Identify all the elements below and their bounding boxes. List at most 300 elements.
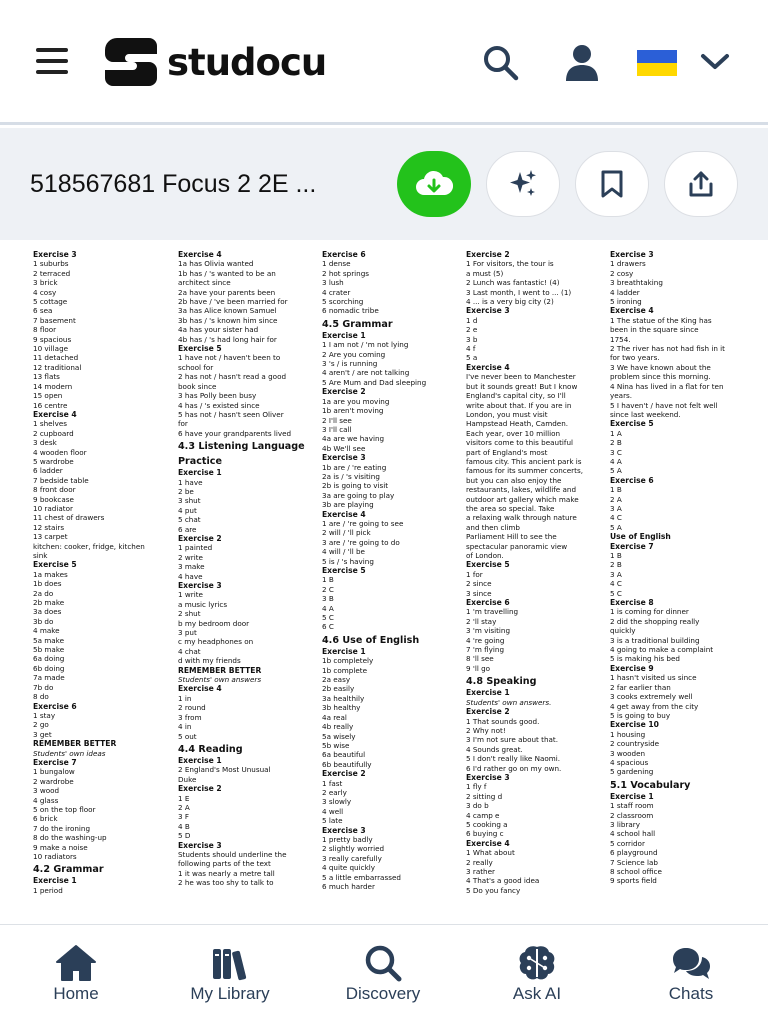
answer-line: 5 late bbox=[322, 816, 343, 826]
answer-line: 1754. bbox=[610, 334, 631, 344]
answer-line: 6 sea bbox=[33, 306, 53, 316]
answer-line: 1 suburbs bbox=[33, 259, 69, 269]
section-heading: 4.3 Listening Language bbox=[178, 441, 305, 453]
answer-line: 4 well bbox=[322, 806, 344, 816]
answer-line: 5 a little embarrassed bbox=[322, 872, 401, 882]
answer-line: 2 England's Most Unusual bbox=[178, 765, 271, 775]
answer-line: 2 he was too shy to talk to bbox=[178, 878, 274, 888]
logo-text: studocu bbox=[167, 40, 327, 84]
answer-line: 3a has Alice known Samuel bbox=[178, 306, 277, 316]
answer-line: 2 round bbox=[178, 703, 206, 713]
answer-line: London, you must visit bbox=[466, 409, 548, 419]
answer-line: a music lyrics bbox=[178, 599, 228, 609]
exercise-heading: Exercise 2 bbox=[322, 769, 366, 779]
answer-line: 1 painted bbox=[178, 543, 213, 553]
answer-line: 5 C bbox=[610, 588, 622, 598]
answer-line: 4b has / 's had long hair for bbox=[178, 334, 277, 344]
exercise-heading: Exercise 1 bbox=[322, 330, 366, 340]
answer-line: England's capital city, so I'll bbox=[466, 391, 566, 401]
answer-line: problem since this morning. bbox=[610, 372, 711, 382]
answer-line: 2 A bbox=[178, 802, 190, 812]
answer-line: 5a wisely bbox=[322, 731, 356, 741]
cloud-download-icon bbox=[415, 169, 453, 199]
answer-line: 1 is coming for dinner bbox=[610, 607, 689, 617]
answer-line: 4 f bbox=[466, 344, 476, 354]
answer-line: 4 wooden floor bbox=[33, 447, 87, 457]
answer-line: 1 B bbox=[322, 575, 334, 585]
studocu-logo[interactable] bbox=[103, 36, 326, 88]
answer-line: 2a easy bbox=[322, 675, 351, 685]
exercise-heading: REMEMBER BETTER bbox=[178, 665, 262, 675]
answer-line: 2 go bbox=[33, 720, 49, 730]
tab-my-library-label: My Library bbox=[190, 984, 270, 1003]
answer-line: 1 hasn't visited us since bbox=[610, 673, 697, 683]
exercise-heading: Exercise 1 bbox=[610, 791, 654, 801]
tab-chats-label: Chats bbox=[668, 984, 714, 1003]
answer-line: 3 wooden bbox=[610, 748, 646, 758]
exercise-heading: Exercise 5 bbox=[322, 566, 366, 575]
answer-line: 4 aren't / are not talking bbox=[322, 368, 410, 378]
answer-line: 6 buying c bbox=[466, 829, 504, 839]
answer-line: quickly bbox=[610, 626, 636, 636]
answer-line: 4 will / 'll be bbox=[322, 547, 365, 557]
answer-line: 5 cooking a bbox=[466, 819, 508, 829]
answer-line: visitors come to this beautiful bbox=[466, 438, 573, 448]
answer-line: 5 is going to buy bbox=[610, 710, 671, 720]
answer-line: 5 gardening bbox=[610, 767, 654, 777]
answer-line: 1b complete bbox=[322, 665, 367, 675]
answer-line: 2 write bbox=[178, 552, 203, 562]
answer-line: 3 I'll call bbox=[322, 424, 352, 434]
answer-line: 4 put bbox=[178, 505, 197, 515]
answer-line: 5 corridor bbox=[610, 838, 645, 848]
answer-line: 2b make bbox=[33, 598, 65, 608]
answer-line: Students should underline the bbox=[178, 849, 287, 859]
answer-line: 1b has / 's wanted to be an bbox=[178, 268, 276, 278]
answer-line: 7 Science lab bbox=[610, 857, 658, 867]
answer-line: 2 early bbox=[322, 787, 347, 797]
exercise-heading: Exercise 4 bbox=[466, 362, 510, 372]
answer-line: but it sounds great! But I know bbox=[466, 381, 578, 391]
answer-line: 4 chat bbox=[178, 646, 201, 656]
answer-line: 3 wood bbox=[33, 786, 60, 796]
answer-column-2 bbox=[178, 250, 316, 888]
exercise-heading: Exercise 7 bbox=[33, 757, 77, 767]
answer-line: 3 since bbox=[466, 588, 492, 598]
exercise-heading: Exercise 2 bbox=[178, 784, 222, 794]
search-icon bbox=[361, 943, 405, 983]
answer-line: 5 on the top floor bbox=[33, 804, 96, 814]
answer-line: famous for its summer concerts, bbox=[466, 466, 583, 476]
answer-line: since last weekend. bbox=[610, 409, 681, 419]
answer-line: for bbox=[178, 419, 188, 429]
answer-line: c my headphones on bbox=[178, 637, 254, 647]
ukraine-flag-icon[interactable] bbox=[637, 50, 677, 76]
answer-line: 2 cupboard bbox=[33, 428, 74, 438]
answer-line: 4 Sounds great. bbox=[466, 744, 523, 754]
answer-line: 1a makes bbox=[33, 569, 68, 579]
answer-line: 5a make bbox=[33, 635, 64, 645]
answer-line: 1 E bbox=[178, 793, 190, 803]
answer-line: but you can also enjoy the bbox=[466, 475, 562, 485]
answer-line: 1 period bbox=[33, 885, 63, 895]
answer-line: 5 Are Mum and Dad sleeping bbox=[322, 377, 427, 387]
answer-line: 4 B bbox=[178, 821, 190, 831]
tab-discovery[interactable] bbox=[313, 925, 453, 1025]
exercise-heading: Exercise 3 bbox=[178, 581, 222, 590]
exercise-heading: Exercise 3 bbox=[33, 250, 77, 259]
answer-line: 3a are going to play bbox=[322, 490, 395, 500]
answer-line: restaurants, lakes, wildlife and bbox=[466, 485, 577, 495]
answer-line: 10 radiators bbox=[33, 852, 77, 861]
answer-line: 1 have bbox=[178, 477, 203, 487]
answer-line: years. bbox=[610, 391, 633, 401]
answer-line: of London. bbox=[466, 551, 504, 560]
answer-line: 2 countryside bbox=[610, 739, 660, 749]
bookmark-icon bbox=[600, 169, 624, 199]
answer-line: 1 That sounds good. bbox=[466, 716, 540, 726]
answer-line: 5 has not / hasn't seen Oliver bbox=[178, 409, 284, 419]
answer-line: 2b have / 've been married for bbox=[178, 297, 288, 307]
answer-line: 3 brick bbox=[33, 278, 58, 288]
answer-line: 1 dense bbox=[322, 259, 351, 269]
answer-line: 5 A bbox=[610, 522, 622, 532]
bookmark-button[interactable] bbox=[575, 151, 649, 217]
answer-line: 2 C bbox=[322, 584, 334, 594]
answer-line: 1 staff room bbox=[610, 801, 654, 811]
share-icon bbox=[686, 169, 716, 199]
answer-line: 4b really bbox=[322, 722, 354, 732]
answer-line: 5 a bbox=[466, 353, 478, 363]
answer-line: 3 rather bbox=[466, 867, 495, 876]
section-heading: 4.6 Use of English bbox=[322, 634, 420, 646]
answer-line: 1 pretty badly bbox=[322, 834, 373, 844]
answer-line: 2 e bbox=[466, 325, 478, 335]
answer-line: 5 chat bbox=[178, 515, 201, 525]
exercise-heading: Exercise 3 bbox=[322, 453, 366, 463]
answer-line: 1a are you moving bbox=[322, 396, 390, 406]
answer-line: 6 have your grandparents lived bbox=[178, 428, 292, 438]
answer-line: 3 b bbox=[466, 334, 478, 344]
answer-line: 10 radiator bbox=[33, 503, 73, 513]
answer-line: 4 A bbox=[322, 603, 334, 613]
answer-line: 7 basement bbox=[33, 315, 76, 325]
answer-line: 6b doing bbox=[33, 663, 65, 673]
section-heading: 4.4 Reading bbox=[178, 743, 243, 755]
answer-line: 4 C bbox=[610, 513, 622, 523]
ai-sparkle-button[interactable] bbox=[486, 151, 560, 217]
answer-line: 3 F bbox=[178, 812, 189, 822]
answer-line: for two years. bbox=[610, 353, 660, 363]
answer-line: 6 nomadic tribe bbox=[322, 306, 379, 316]
tab-home-label: Home bbox=[53, 984, 99, 1003]
answer-line: 1b completely bbox=[322, 656, 374, 666]
answer-line: 1 stay bbox=[33, 710, 56, 720]
answer-line: 9 bookcase bbox=[33, 494, 74, 504]
answer-line: been in the square since bbox=[610, 325, 699, 335]
answer-line: 3 A bbox=[610, 569, 622, 579]
exercise-heading: Exercise 4 bbox=[33, 409, 77, 419]
answer-line: 1b does bbox=[33, 579, 62, 589]
answer-line: 1 'm travelling bbox=[466, 607, 519, 617]
answer-line: 1 d bbox=[466, 315, 478, 325]
answer-line: 4 glass bbox=[33, 795, 59, 805]
exercise-heading: Exercise 7 bbox=[610, 541, 654, 551]
answer-line: 2 Why not! bbox=[466, 725, 506, 735]
answer-line: 6 much harder bbox=[322, 882, 375, 891]
answer-line: 2 far earlier than bbox=[610, 682, 671, 692]
answer-line: 2 B bbox=[610, 438, 622, 448]
answer-line: 3 get bbox=[33, 729, 52, 739]
answer-line: 9 spacious bbox=[33, 334, 72, 344]
answer-line: 3 'm visiting bbox=[466, 626, 511, 636]
answer-line: 2 really bbox=[466, 857, 493, 867]
answer-line: a must (5) bbox=[466, 268, 504, 278]
answer-line: 4 ladder bbox=[610, 287, 640, 297]
answer-line: 16 centre bbox=[33, 400, 68, 410]
section-heading: Practice bbox=[178, 456, 222, 468]
exercise-heading: Exercise 1 bbox=[466, 688, 510, 698]
exercise-heading: Exercise 2 bbox=[322, 387, 366, 397]
chat-icon bbox=[669, 943, 713, 983]
answer-line: 11 chest of drawers bbox=[33, 513, 105, 523]
exercise-heading: Exercise 6 bbox=[466, 598, 510, 608]
answer-line: 3 really carefully bbox=[322, 853, 382, 863]
answer-line: 4 're going bbox=[466, 635, 505, 645]
answer-line: 4 Nina has lived in a flat for ten bbox=[610, 381, 724, 391]
search-icon[interactable] bbox=[482, 44, 520, 82]
tab-discovery-label: Discovery bbox=[345, 984, 421, 1003]
answer-line: 3 shut bbox=[178, 496, 201, 506]
exercise-heading: Exercise 9 bbox=[610, 663, 654, 673]
exercise-heading: Exercise 2 bbox=[466, 707, 510, 717]
answer-line: 1 in bbox=[178, 693, 192, 703]
answer-line: 8 do bbox=[33, 692, 49, 702]
answer-line: 3 cooks extremely well bbox=[610, 692, 693, 702]
exercise-heading: Exercise 3 bbox=[466, 772, 510, 782]
answer-line: 4 quite quickly bbox=[322, 863, 375, 873]
answer-line: 3 has Polly been busy bbox=[178, 391, 257, 401]
answer-line: 7a made bbox=[33, 673, 65, 683]
answer-line: 6 are bbox=[178, 524, 197, 534]
answer-line: 3 We have known about the bbox=[610, 362, 711, 372]
tab-chats[interactable] bbox=[621, 925, 761, 1025]
answer-line: 1 The statue of the King has bbox=[610, 315, 712, 325]
answer-line: 2 wardrobe bbox=[33, 776, 74, 786]
answer-line: 4 going to make a complaint bbox=[610, 645, 714, 655]
answer-line: 5 Do you fancy bbox=[466, 885, 521, 895]
answer-line: 4a real bbox=[322, 712, 347, 722]
exercise-heading: Exercise 3 bbox=[178, 840, 222, 850]
answer-line: 1 B bbox=[610, 551, 622, 560]
chevron-down-icon[interactable] bbox=[700, 52, 730, 72]
answer-line: 1 write bbox=[178, 590, 203, 600]
exercise-heading: Exercise 5 bbox=[178, 344, 222, 354]
exercise-heading: Exercise 2 bbox=[178, 533, 222, 543]
answer-line: 3 make bbox=[178, 562, 205, 572]
answer-line: 4 get away from the city bbox=[610, 701, 699, 711]
exercise-heading: Exercise 4 bbox=[178, 250, 222, 259]
answer-line: 4 has / 's existed since bbox=[178, 400, 260, 410]
answer-line: 2 will / 'll pick bbox=[322, 528, 371, 538]
answer-line: Parliament Hill to see the bbox=[466, 532, 557, 542]
answer-line: 2 sitting d bbox=[466, 791, 503, 801]
exercise-heading: Exercise 4 bbox=[466, 838, 510, 848]
answer-line: 5 is making his bed bbox=[610, 654, 680, 664]
answer-line: kitchen: cooker, fridge, kitchen bbox=[33, 541, 145, 551]
answer-column-5 bbox=[610, 250, 748, 886]
brain-icon bbox=[515, 943, 559, 983]
answer-line: 5b wise bbox=[322, 740, 350, 750]
answer-line: 1 have not / haven't been to bbox=[178, 353, 281, 363]
answer-line: b my bedroom door bbox=[178, 618, 250, 628]
answer-line: 2 slightly worried bbox=[322, 844, 385, 854]
answer-line: 1 shelves bbox=[33, 419, 67, 429]
exercise-heading: Exercise 1 bbox=[33, 876, 77, 886]
answer-line: 5 wardrobe bbox=[33, 456, 74, 466]
answer-line: 2 'll stay bbox=[466, 616, 497, 626]
note-text: Students' own ideas bbox=[33, 748, 106, 758]
answer-line: 4a are we having bbox=[322, 434, 385, 444]
answer-line: Hampstead Heath, Camden. bbox=[466, 419, 569, 429]
answer-line: 6 brick bbox=[33, 814, 58, 824]
answer-column-1 bbox=[33, 250, 171, 895]
answer-line: 5 A bbox=[610, 466, 622, 476]
answer-line: 13 flats bbox=[33, 372, 60, 382]
answer-line: 1 are / 're going to see bbox=[322, 518, 404, 528]
answer-line: 15 open bbox=[33, 391, 63, 401]
answer-line: 3b healthy bbox=[322, 703, 361, 713]
answer-line: 1 A bbox=[610, 428, 622, 438]
answer-line: part of England's most bbox=[466, 447, 548, 457]
answer-line: 1 B bbox=[610, 485, 622, 495]
download-button[interactable] bbox=[397, 151, 471, 217]
answer-line: 8 do the washing-up bbox=[33, 833, 107, 843]
tab-my-library[interactable] bbox=[160, 925, 300, 1025]
answer-line: 1 bungalow bbox=[33, 767, 75, 777]
exercise-heading: Exercise 3 bbox=[466, 306, 510, 316]
exercise-heading: Exercise 3 bbox=[610, 250, 654, 259]
answer-line: 1a has Olivia wanted bbox=[178, 259, 254, 269]
answer-line: 5 I don't really like Naomi. bbox=[466, 754, 561, 764]
answer-line: 5 D bbox=[178, 831, 191, 841]
answer-line: 1 For visitors, the tour is bbox=[466, 259, 554, 269]
answer-line: architect since bbox=[178, 278, 231, 288]
answer-line: 3 A bbox=[610, 503, 622, 513]
answer-line: 9 make a noise bbox=[33, 842, 88, 852]
answer-line: 5 C bbox=[322, 613, 334, 623]
exercise-heading: Exercise 3 bbox=[322, 825, 366, 835]
answer-line: 1 What about bbox=[466, 848, 515, 858]
exercise-heading: Exercise 6 bbox=[322, 250, 366, 259]
exercise-heading: REMEMBER BETTER bbox=[33, 739, 117, 749]
answer-line: 11 detached bbox=[33, 353, 79, 363]
answer-line: 3 B bbox=[322, 594, 334, 604]
answer-line: 6 I'd rather go on my own. bbox=[466, 763, 562, 773]
answer-line: 3 desk bbox=[33, 438, 57, 448]
answer-line: 3 library bbox=[610, 819, 640, 829]
home-icon bbox=[54, 943, 98, 983]
section-heading: 4.2 Grammar bbox=[33, 864, 104, 876]
tab-ask-ai[interactable] bbox=[467, 925, 607, 1025]
answer-line: 12 stairs bbox=[33, 522, 65, 532]
answer-line: 3 from bbox=[178, 712, 202, 722]
answer-line: 3b has / 's known him since bbox=[178, 315, 278, 325]
answer-line: 7 'm flying bbox=[466, 645, 505, 655]
answer-line: 3 put bbox=[178, 628, 197, 638]
menu-icon[interactable] bbox=[36, 48, 68, 74]
answer-line: 13 carpet bbox=[33, 532, 68, 542]
section-heading: 4.8 Speaking bbox=[466, 676, 537, 688]
exercise-heading: Exercise 6 bbox=[33, 701, 77, 711]
exercise-heading: Use of English bbox=[610, 532, 671, 542]
answer-line: 6b beautifully bbox=[322, 759, 372, 769]
answer-line: 14 modern bbox=[33, 381, 73, 391]
answer-line: 3 lush bbox=[322, 278, 344, 288]
answer-line: 7 do the ironing bbox=[33, 823, 91, 833]
answer-line: 2 terraced bbox=[33, 268, 71, 278]
answer-line: 7b do bbox=[33, 682, 54, 692]
answer-line: 8 front door bbox=[33, 485, 76, 495]
answer-line: spectacular panoramic view bbox=[466, 541, 568, 551]
share-button[interactable] bbox=[664, 151, 738, 217]
answer-line: 2 hot springs bbox=[322, 268, 370, 278]
answer-line: 5 scorching bbox=[322, 297, 364, 307]
answer-line: outdoor art gallery which make bbox=[466, 494, 579, 504]
answer-line: a relaxing walk through nature bbox=[466, 513, 577, 523]
tab-home[interactable] bbox=[6, 925, 146, 1025]
answer-line: 5b make bbox=[33, 645, 65, 655]
answer-line: 8 floor bbox=[33, 325, 57, 335]
note-text: Students' own answers. bbox=[466, 697, 552, 707]
answer-line: 1 it was nearly a metre tall bbox=[178, 868, 275, 878]
answer-line: the area so special. Take bbox=[466, 503, 555, 513]
answer-line: 2 Are you coming bbox=[322, 349, 386, 359]
exercise-heading: Exercise 10 bbox=[610, 720, 659, 730]
answer-line: 2b is going to visit bbox=[322, 481, 389, 491]
answer-line: 6a doing bbox=[33, 654, 65, 664]
answer-line: 4 have bbox=[178, 571, 203, 581]
answer-line: 12 traditional bbox=[33, 362, 82, 372]
answer-line: following parts of the text bbox=[178, 859, 271, 869]
answer-line: 3a does bbox=[33, 607, 62, 617]
answer-line: 6a beautiful bbox=[322, 750, 366, 760]
answer-line: 2 The river has not had fish in it bbox=[610, 344, 725, 354]
answer-line: 8 'll see bbox=[466, 654, 494, 664]
tab-ask-ai-label: Ask AI bbox=[512, 984, 562, 1003]
bottom-tab-bar bbox=[0, 924, 768, 1024]
answer-line: 4 That's a good idea bbox=[466, 876, 540, 886]
answer-line: 4 ... is a very big city (2) bbox=[466, 297, 554, 307]
exercise-heading: Exercise 5 bbox=[33, 560, 77, 570]
answer-line: write about that. If you are in bbox=[466, 400, 572, 410]
library-icon bbox=[208, 943, 252, 983]
answer-line: 3b are playing bbox=[322, 500, 374, 510]
answer-line: 4b We'll see bbox=[322, 443, 366, 453]
answer-line: 5 I haven't / have not felt well bbox=[610, 400, 718, 410]
answer-line: 4 school hall bbox=[610, 829, 656, 839]
answer-line: 2b easily bbox=[322, 684, 355, 694]
answer-line: 3b do bbox=[33, 616, 54, 626]
answer-line: 1 fast bbox=[322, 778, 343, 788]
exercise-heading: Exercise 2 bbox=[466, 250, 510, 259]
answer-line: 2 Lunch was fantastic! (4) bbox=[466, 278, 560, 288]
answer-line: school for bbox=[178, 362, 214, 372]
studocu-logo-mark bbox=[103, 36, 159, 88]
answer-line: 4a has your sister had bbox=[178, 325, 259, 335]
user-icon[interactable] bbox=[563, 43, 601, 83]
document-page[interactable] bbox=[0, 240, 768, 924]
